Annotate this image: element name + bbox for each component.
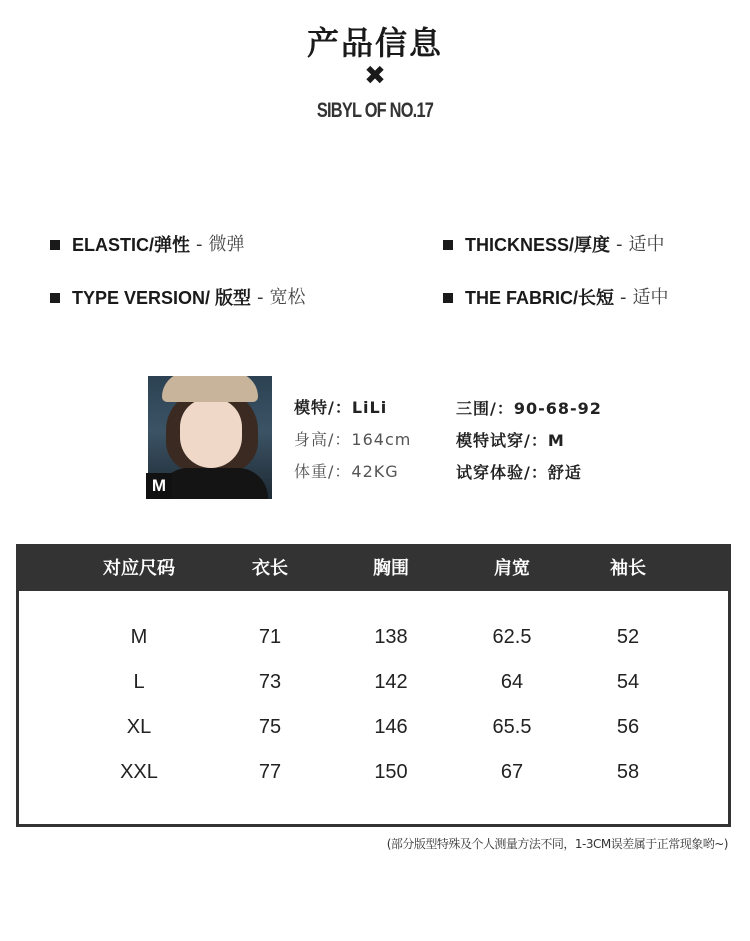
table-cell: 65.5 (492, 716, 532, 738)
column-header: 袖长 (610, 558, 646, 579)
brand-name: SIBYL OF NO.17 (316, 99, 434, 122)
model-height-value: 164cm (351, 430, 412, 449)
table-cell: 58 (616, 761, 640, 783)
table-cell: 54 (616, 671, 640, 693)
table-cell: 62.5 (492, 626, 532, 648)
table-cell: 73 (258, 671, 282, 693)
table-cell: 64 (500, 671, 524, 693)
column-header: 对应尺码 (103, 558, 175, 579)
model-weight (294, 462, 399, 482)
attribute-label: THE FABRIC/长短 (465, 288, 615, 308)
model-size-value: M (547, 431, 565, 450)
attribute-separator: - (257, 287, 264, 308)
model-height (294, 430, 411, 450)
table-cell: XXL (120, 761, 158, 783)
table-cell: L (133, 671, 145, 693)
attribute-fabric (443, 286, 669, 310)
model-jacket (158, 468, 268, 499)
model-trial-size (456, 431, 565, 451)
attribute-type-version (50, 286, 306, 310)
table-cell: 56 (616, 716, 640, 738)
attribute-value: 宽松 (269, 287, 306, 308)
cross-icon: ✖ (364, 61, 386, 91)
table-cell: XL (126, 716, 152, 738)
model-name-label: 模特/： (294, 398, 352, 417)
table-cell: 52 (616, 626, 640, 648)
attribute-value: 适中 (628, 234, 665, 255)
bullet-icon (443, 293, 453, 303)
bullet-icon (50, 293, 60, 303)
attribute-elastic (50, 233, 245, 257)
attribute-value: 适中 (632, 287, 669, 308)
model-name (294, 398, 387, 418)
table-cell: 138 (374, 626, 408, 648)
model-weight-label: 体重/： (294, 462, 352, 481)
model-weight-value: 42KG (351, 462, 399, 481)
attribute-label: TYPE VERSION/ 版型 (72, 288, 252, 308)
table-cell: 146 (374, 716, 408, 738)
attribute-separator: - (616, 234, 623, 255)
table-cell: 150 (374, 761, 408, 783)
page-title: 产品信息 (306, 24, 443, 62)
table-cell: 77 (258, 761, 282, 783)
column-header: 胸围 (373, 558, 409, 579)
attribute-separator: - (196, 234, 203, 255)
model-size-label: 模特试穿/： (456, 431, 548, 450)
attribute-label: THICKNESS/厚度 (465, 235, 611, 255)
attribute-separator: - (620, 287, 627, 308)
model-height-label: 身高/： (294, 430, 352, 449)
column-header: 肩宽 (494, 558, 530, 579)
table-cell: M (130, 626, 148, 648)
model-fit-label: 试穿体验/： (456, 463, 548, 482)
size-table-header (19, 547, 728, 591)
attribute-value: 微弹 (208, 234, 245, 255)
table-cell: 75 (258, 716, 282, 738)
model-cap (162, 376, 258, 402)
bullet-icon (50, 240, 60, 250)
model-name-value: LiLi (351, 398, 388, 417)
table-cell: 142 (374, 671, 408, 693)
model-fit-value: 舒适 (547, 463, 582, 482)
column-header: 衣长 (252, 558, 288, 579)
table-cell: 71 (258, 626, 282, 648)
model-fit (456, 463, 582, 483)
table-cell: 67 (500, 761, 524, 783)
model-face (180, 398, 242, 468)
model-measure-label: 三围/： (456, 399, 514, 418)
size-badge: M (146, 473, 172, 499)
attribute-thickness (443, 233, 665, 257)
model-measure-value: 90-68-92 (513, 399, 602, 418)
size-table (16, 544, 731, 827)
measurement-note: (部分版型特殊及个人测量方法不同，1-3CM误差属于正常现象哟~) (386, 837, 728, 851)
bullet-icon (443, 240, 453, 250)
model-measurements (456, 399, 602, 419)
attribute-label: ELASTIC/弹性 (72, 235, 191, 255)
